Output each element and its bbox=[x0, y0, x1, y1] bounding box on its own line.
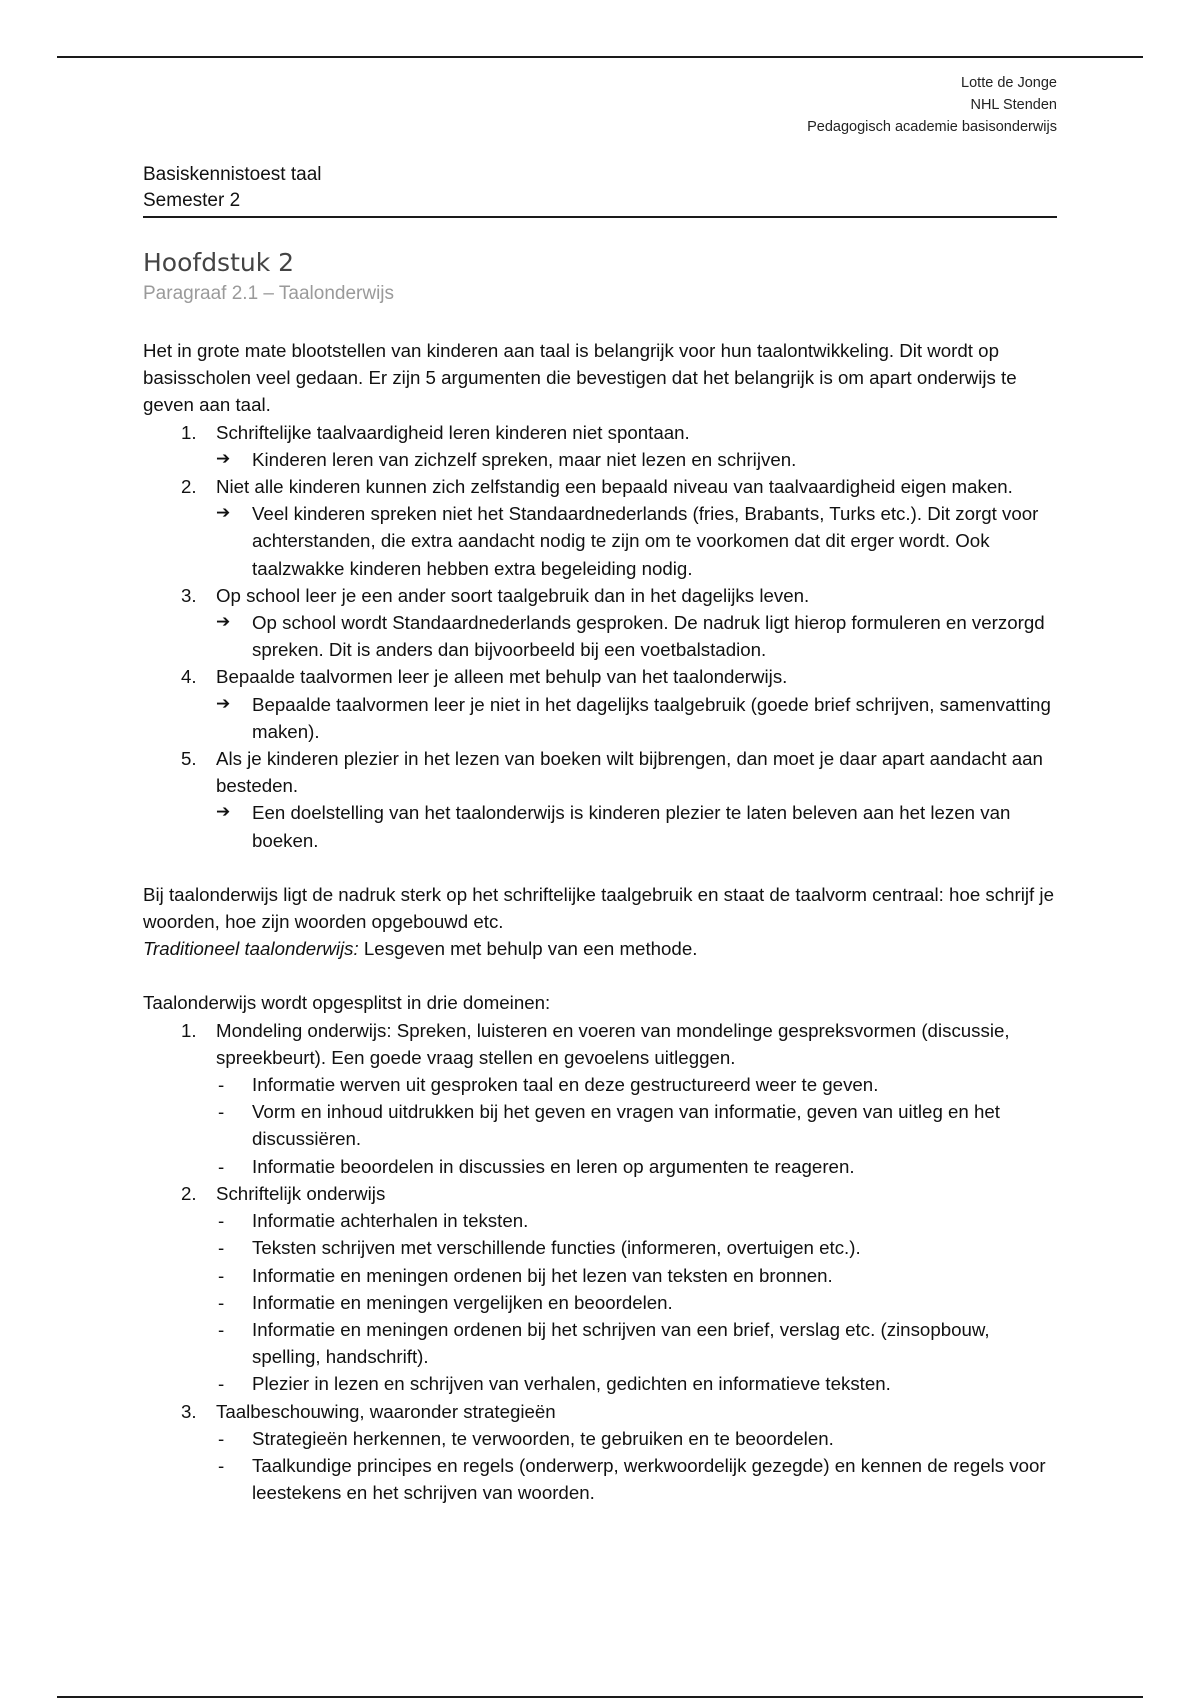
domain-sublist bbox=[216, 1071, 1063, 1180]
domain-subitem-text: Informatie achterhalen in teksten. bbox=[252, 1210, 529, 1232]
arrow-icon: ➔ bbox=[216, 448, 231, 469]
domain-title: Schriftelijk onderwijs bbox=[216, 1182, 386, 1204]
list-number: 5. bbox=[181, 748, 197, 770]
dash-bullet: - bbox=[218, 1373, 225, 1395]
section-subtitle: Paragraaf 2.1 – Taalonderwijs bbox=[143, 283, 395, 304]
domain-subitem bbox=[216, 1098, 1063, 1152]
argument-detail bbox=[216, 446, 1063, 473]
list-number: 1. bbox=[181, 1019, 197, 1041]
argument-detail bbox=[216, 691, 1063, 745]
program-name: Pedagogisch academie basisonderwijs bbox=[807, 119, 1057, 135]
domains-intro: Taalonderwijs wordt opgesplitst in drie domeinen: bbox=[143, 992, 551, 1014]
list-number: 3. bbox=[181, 1400, 197, 1422]
domain-subitem-text: Informatie en meningen ordenen bij het lezen van teksten en bronnen. bbox=[252, 1264, 833, 1286]
dash-bullet: - bbox=[218, 1291, 225, 1313]
argument-detail-text: Bepaalde taalvormen leer je niet in het dagelijks taalgebruik (goede brief schrijven, samenvatting maken). bbox=[252, 693, 1051, 742]
argument-detail-list bbox=[216, 691, 1063, 745]
list-number: 4. bbox=[181, 666, 197, 688]
definition-paragraph bbox=[143, 935, 1063, 962]
domain-subitem bbox=[216, 1153, 1063, 1180]
argument-text: Als je kinderen plezier in het lezen van boeken wilt bijbrengen, dan moet je daar apart aandacht aan besteden. bbox=[216, 748, 1043, 797]
argument-detail-text: Kinderen leren van zichzelf spreken, maar niet lezen en schrijven. bbox=[252, 448, 797, 470]
list-number: 3. bbox=[181, 584, 197, 606]
arguments-list bbox=[143, 419, 1063, 854]
argument-item bbox=[143, 582, 1063, 664]
intro-paragraph: Het in grote mate blootstellen van kinderen aan taal is belangrijk voor hun taalontwikkeling. Dit wordt op basisscholen veel gedaan. Er zijn 5 argumenten die bevestigen dat het belangrijk is om apart onderwijs te geven aan taal. bbox=[143, 340, 1017, 416]
dash-bullet: - bbox=[218, 1210, 225, 1232]
argument-detail-list bbox=[216, 799, 1063, 853]
dash-bullet: - bbox=[218, 1155, 225, 1177]
domain-subitem bbox=[216, 1262, 1063, 1289]
domain-item bbox=[143, 1398, 1063, 1507]
arrow-icon: ➔ bbox=[216, 503, 231, 524]
argument-detail bbox=[216, 799, 1063, 853]
chapter-title: Hoofdstuk 2 bbox=[143, 248, 295, 277]
author-name: Lotte de Jonge bbox=[961, 75, 1057, 91]
institution-name: NHL Stenden bbox=[970, 97, 1057, 113]
dash-bullet: - bbox=[218, 1427, 225, 1449]
bottom-divider bbox=[57, 1696, 1143, 1698]
dash-bullet: - bbox=[218, 1318, 225, 1340]
top-divider bbox=[57, 56, 1143, 58]
dash-bullet: - bbox=[218, 1237, 225, 1259]
argument-item bbox=[143, 419, 1063, 473]
domain-subitem-text: Informatie werven uit gesproken taal en deze gestructureerd weer te geven. bbox=[252, 1074, 879, 1096]
emphasis-paragraph: Bij taalonderwijs ligt de nadruk sterk op het schriftelijke taalgebruik en staat de taalvorm centraal: hoe schrijf je woorden, hoe zijn woorden opgebouwd etc. bbox=[143, 883, 1054, 933]
paragraph-spacer bbox=[143, 854, 1063, 881]
document-body bbox=[143, 337, 1063, 1506]
arrow-icon: ➔ bbox=[216, 802, 231, 823]
domain-subitem-text: Teksten schrijven met verschillende functies (informeren, overtuigen etc.). bbox=[252, 1237, 861, 1259]
argument-item bbox=[143, 473, 1063, 582]
argument-text: Schriftelijke taalvaardigheid leren kinderen niet spontaan. bbox=[216, 421, 690, 443]
list-number: 2. bbox=[181, 476, 197, 498]
dash-bullet: - bbox=[218, 1454, 225, 1476]
course-heading bbox=[143, 162, 1057, 218]
domain-subitem bbox=[216, 1071, 1063, 1098]
domain-subitem bbox=[216, 1370, 1063, 1397]
domain-title: Mondeling onderwijs: Spreken, luisteren en voeren van mondelinge gespreksvormen (discussie, spreekbeurt). Een goede vraag stellen en gevoelens uitleggen. bbox=[216, 1019, 1010, 1068]
domain-item bbox=[143, 1017, 1063, 1180]
argument-detail-list bbox=[216, 446, 1063, 473]
argument-detail bbox=[216, 500, 1063, 582]
argument-detail-text: Op school wordt Standaardnederlands gesproken. De nadruk ligt hierop formuleren en verzorgd spreken. Dit is anders dan bijvoorbeeld bij een voetbalstadion. bbox=[252, 612, 1045, 661]
domain-title: Taalbeschouwing, waaronder strategieën bbox=[216, 1400, 556, 1422]
domain-sublist bbox=[216, 1207, 1063, 1397]
list-number: 2. bbox=[181, 1182, 197, 1204]
domain-subitem bbox=[216, 1452, 1063, 1506]
argument-detail-text: Een doelstelling van het taalonderwijs is kinderen plezier te laten beleven aan het lezen van boeken. bbox=[252, 802, 1011, 851]
argument-detail-text: Veel kinderen spreken niet het Standaardnederlands (fries, Brabants, Turks etc.). Dit zorgt voor achterstanden, die extra aandacht nodig te zijn om te voorkomen dat dit erger wordt. Ook taalzwakke kinderen hebben extra begeleiding nodig. bbox=[252, 503, 1039, 579]
semester-label: Semester 2 bbox=[143, 190, 241, 211]
arrow-icon: ➔ bbox=[216, 612, 231, 633]
arrow-icon: ➔ bbox=[216, 693, 231, 714]
argument-detail-list bbox=[216, 609, 1063, 663]
argument-text: Bepaalde taalvormen leer je alleen met behulp van het taalonderwijs. bbox=[216, 666, 788, 688]
argument-item bbox=[143, 745, 1063, 854]
domain-subitem-text: Informatie beoordelen in discussies en leren op argumenten te reageren. bbox=[252, 1155, 855, 1177]
domain-subitem-text: Taalkundige principes en regels (onderwerp, werkwoordelijk gezegde) en kennen de regels voor leestekens en het schrijven van woorden. bbox=[252, 1454, 1046, 1504]
argument-item bbox=[143, 663, 1063, 745]
dash-bullet: - bbox=[218, 1101, 225, 1123]
dash-bullet: - bbox=[218, 1264, 225, 1286]
domain-subitem-text: Informatie en meningen vergelijken en beoordelen. bbox=[252, 1291, 673, 1313]
definition-term: Traditioneel taalonderwijs: bbox=[143, 938, 359, 960]
domain-item bbox=[143, 1180, 1063, 1398]
domain-subitem bbox=[216, 1207, 1063, 1234]
domain-subitem-text: Plezier in lezen en schrijven van verhalen, gedichten en informatieve teksten. bbox=[252, 1373, 891, 1395]
list-number: 1. bbox=[181, 421, 197, 443]
argument-detail-list bbox=[216, 500, 1063, 582]
domain-subitem-text: Informatie en meningen ordenen bij het schrijven van een brief, verslag etc. (zinsopbouw, spelling, handschrift). bbox=[252, 1318, 990, 1368]
domains-list bbox=[143, 1017, 1063, 1507]
domain-sublist bbox=[216, 1425, 1063, 1507]
argument-text: Niet alle kinderen kunnen zich zelfstandig een bepaald niveau van taalvaardigheid eigen maken. bbox=[216, 476, 1013, 498]
domain-subitem bbox=[216, 1425, 1063, 1452]
domain-subitem bbox=[216, 1289, 1063, 1316]
paragraph-spacer bbox=[143, 962, 1063, 989]
domain-subitem bbox=[216, 1316, 1063, 1370]
definition-text: Lesgeven met behulp van een methode. bbox=[358, 938, 698, 960]
author-block bbox=[807, 72, 1057, 138]
domain-subitem-text: Vorm en inhoud uitdrukken bij het geven en vragen van informatie, geven van uitleg en het discussiëren. bbox=[252, 1101, 1000, 1150]
domain-subitem-text: Strategieën herkennen, te verwoorden, te gebruiken en te beoordelen. bbox=[252, 1427, 834, 1449]
course-title: Basiskennistoest taal bbox=[143, 164, 322, 185]
domain-subitem bbox=[216, 1234, 1063, 1261]
argument-detail bbox=[216, 609, 1063, 663]
dash-bullet: - bbox=[218, 1074, 225, 1096]
argument-text: Op school leer je een ander soort taalgebruik dan in het dagelijks leven. bbox=[216, 584, 810, 606]
